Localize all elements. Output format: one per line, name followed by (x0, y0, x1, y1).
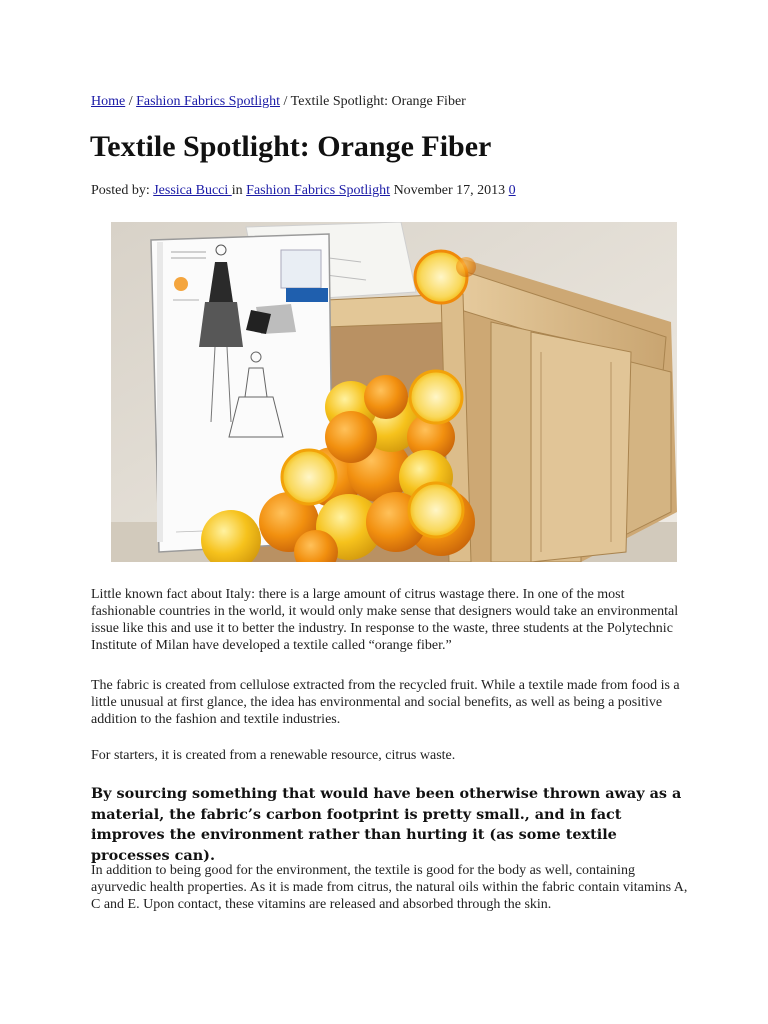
article-title: Textile Spotlight: Orange Fiber (90, 130, 492, 163)
article-paragraph: In addition to being good for the environment, the textile is good for the body as well, containing ayurvedic health properties. As it is made from citrus, the natural oils within the fabric contain vitamins A, C and E. Upon contact, these vitamins are released and absorbed through the skin. (91, 863, 688, 912)
breadcrumb-category-link[interactable]: Fashion Fabrics Spotlight (136, 94, 281, 109)
post-meta (91, 183, 516, 199)
comments-count-link[interactable]: 0 (508, 183, 516, 198)
article-pull-quote: By sourcing something that would have been otherwise thrown away as a material, the fabric’s carbon footprint is pretty small., and in fact improves the environment rather than hurting it (as some textile processes can). (91, 785, 682, 864)
breadcrumb-home-link[interactable]: Home (91, 94, 126, 109)
breadcrumb (91, 94, 466, 110)
hero-photo-oranges-crate (111, 222, 677, 562)
breadcrumb-separator: / (280, 94, 291, 109)
article-paragraph: For starters, it is created from a renewable resource, citrus waste. (91, 748, 456, 763)
category-link[interactable]: Fashion Fabrics Spotlight (246, 183, 391, 198)
article-paragraph: Little known fact about Italy: there is a large amount of citrus wastage there. In one of the most fashionable countries in the world, it would only make sense that designers would take an environmental issue like this and use it to better the industry. In response to the waste, three students at the Polytechnic Institute of Milan have developed a textile called “orange fiber.” (91, 587, 679, 653)
breadcrumb-separator: / (125, 94, 137, 109)
article-paragraph: The fabric is created from cellulose extracted from the recycled fruit. While a textile made from food is a little unusual at first glance, the idea has environmental and social benefits, as well as being a positive addition to the fashion and textile industries. (91, 678, 680, 727)
in-label: in (231, 183, 247, 198)
author-link[interactable]: Jessica Bucci (153, 183, 232, 198)
breadcrumb-current: Textile Spotlight: Orange Fiber (290, 94, 466, 109)
posted-by-label: Posted by: (91, 183, 154, 198)
post-date: November 17, 2013 (390, 183, 509, 198)
